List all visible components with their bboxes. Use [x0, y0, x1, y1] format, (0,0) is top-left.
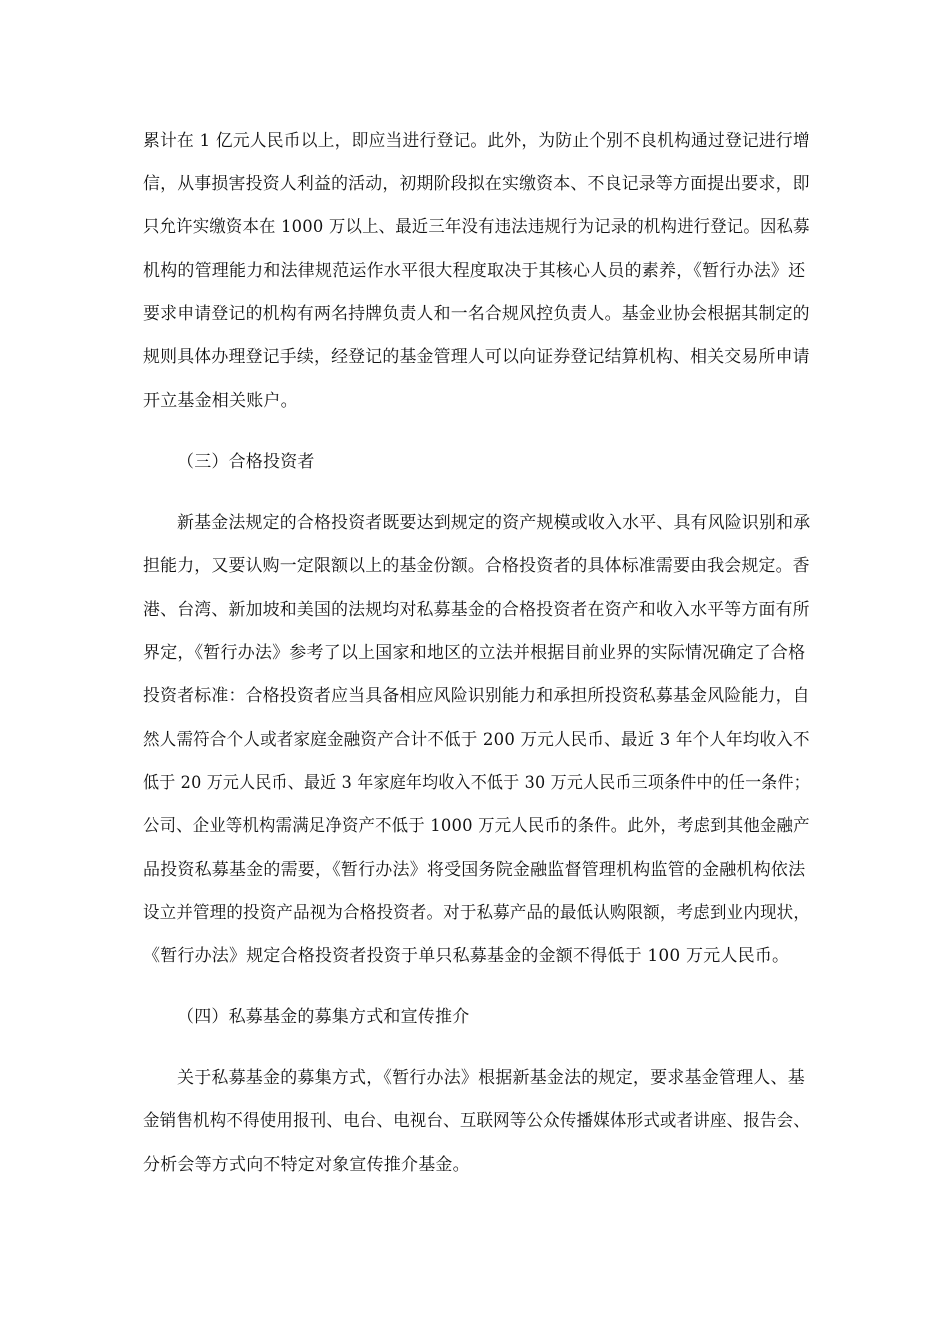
paragraph-line: 《暂行办法》规定合格投资者投资于单只私募基金的金额不得低于 100 万元人民币。	[143, 946, 790, 966]
paragraph-line: 界定，《暂行办法》参考了以上国家和地区的立法并根据目前业界的实际情况确定了合格	[143, 643, 806, 663]
paragraph-line: 然人需符合个人或者家庭金融资产合计不低于 200 万元人民币、最近 3 年个人年均收入不	[143, 730, 810, 750]
paragraph-line: 累计在 1 亿元人民币以上，即应当进行登记。此外，为防止个别不良机构通过登记进行增	[143, 131, 810, 151]
paragraph-line: 要求申请登记的机构有两名持牌负责人和一名合规风控负责人。基金业协会根据其制定的	[143, 304, 810, 324]
paragraph-line: 信，从事损害投资人利益的活动，初期阶段拟在实缴资本、不良记录等方面提出要求，即	[143, 174, 810, 194]
paragraph-line: 关于私募基金的募集方式，《暂行办法》根据新基金法的规定，要求基金管理人、基	[177, 1068, 805, 1088]
paragraph-line: 机构的管理能力和法律规范运作水平很大程度取决于其核心人员的素养，《暂行办法》还	[143, 261, 806, 281]
paragraph-line: 投资者标准：合格投资者应当具备相应风险识别能力和承担所投资私募基金风险能力，自	[143, 686, 810, 706]
paragraph-line: 规则具体办理登记手续，经登记的基金管理人可以向证券登记结算机构、相关交易所申请	[143, 347, 810, 367]
section-heading-3: （三）合格投资者	[177, 452, 315, 472]
paragraph-line: 分析会等方式向不特定对象宣传推介基金。	[143, 1155, 470, 1175]
paragraph-line: 开立基金相关账户。	[143, 391, 298, 411]
paragraph-line: 金销售机构不得使用报刊、电台、电视台、互联网等公众传播媒体形式或者讲座、报告会、	[143, 1111, 811, 1131]
paragraph-line: 设立并管理的投资产品视为合格投资者。对于私募产品的最低认购限额，考虑到业内现状，	[143, 903, 811, 923]
paragraph-line: 低于 20 万元人民币、最近 3 年家庭年均收入不低于 30 万元人民币三项条件中的任一条件；	[143, 773, 810, 793]
paragraph-line: 只允许实缴资本在 1000 万以上、最近三年没有违法违规行为记录的机构进行登记。因私募	[143, 217, 810, 237]
paragraph-line: 新基金法规定的合格投资者既要达到规定的资产规模或收入水平、具有风险识别和承	[177, 513, 811, 533]
paragraph-line: 公司、企业等机构需满足净资产不低于 1000 万元人民币的条件。此外，考虑到其他金融产	[143, 816, 810, 836]
paragraph-line: 担能力，又要认购一定限额以上的基金份额。合格投资者的具体标准需要由我会规定。香	[143, 556, 810, 576]
section-heading-4: （四）私募基金的募集方式和宣传推介	[177, 1007, 470, 1027]
paragraph-line: 品投资私募基金的需要，《暂行办法》将受国务院金融监督管理机构监管的金融机构依法	[143, 860, 806, 880]
paragraph-line: 港、台湾、新加坡和美国的法规均对私募基金的合格投资者在资产和收入水平等方面有所	[143, 600, 810, 620]
